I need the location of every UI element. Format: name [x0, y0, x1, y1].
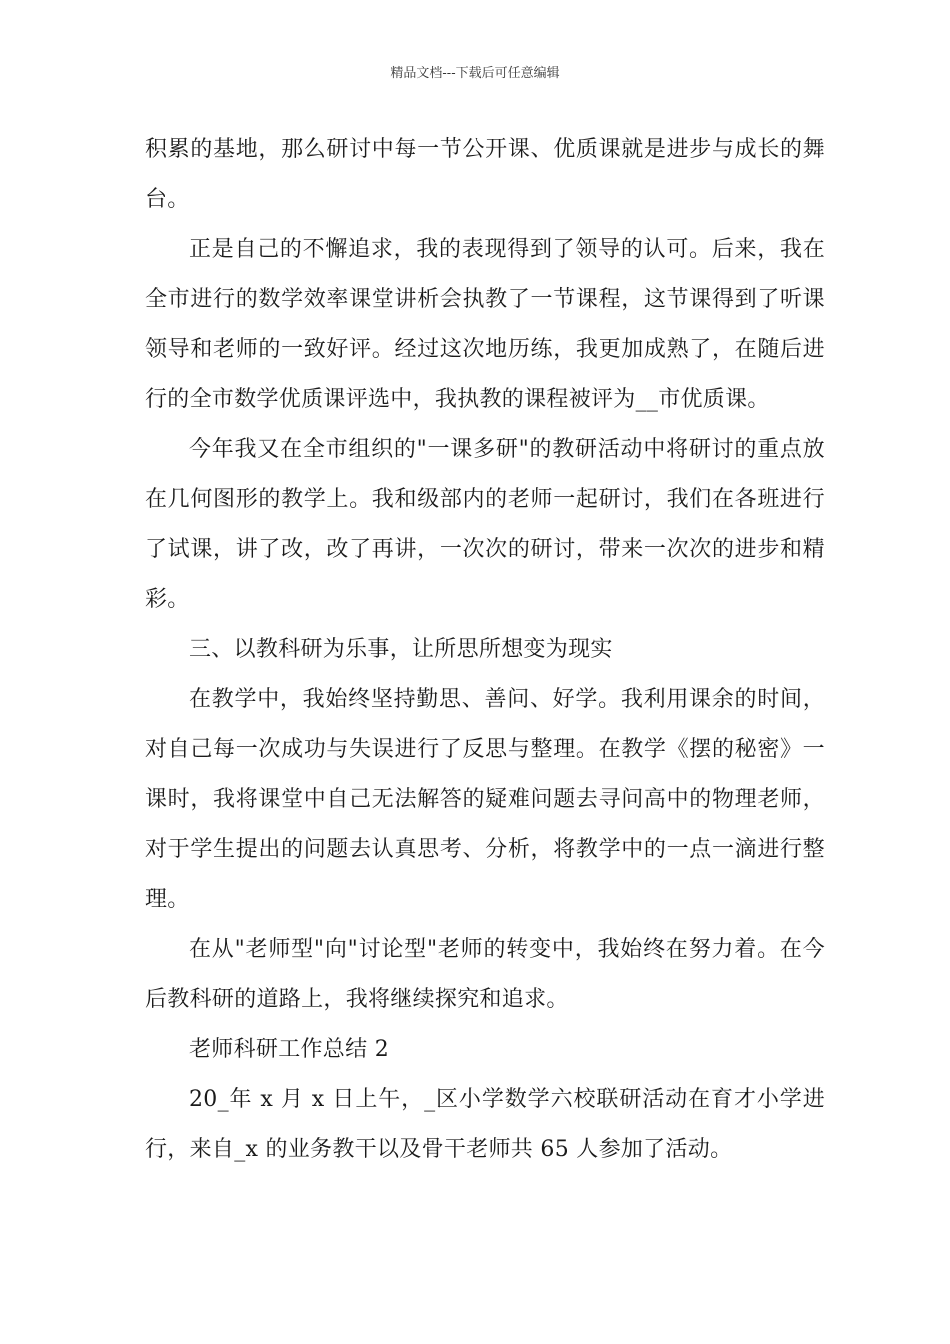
paragraph: 在教学中，我始终坚持勤思、善问、好学。我利用课余的时间，对自己每一次成功与失误进行了反思与整理。在教学《摆的秘密》一课时，我将课堂中自己无法解答的疑难问题去寻问高中的物理老师，对于学生提出的问题去认真思考、分析，将教学中的一点一滴进行整理。 [145, 687, 825, 912]
document-body [145, 125, 825, 1175]
page-header: 精品文档---下载后可任意编辑 [390, 66, 560, 81]
paragraph: 积累的基地，那么研讨中每一节公开课、优质课就是进步与成长的舞台。 [145, 137, 825, 212]
paragraph: 在从"老师型"向"讨论型"老师的转变中，我始终在努力着。在今后教科研的道路上，我将继续探究和追求。 [145, 937, 825, 1012]
section-title: 老师科研工作总结 2 [189, 1037, 389, 1062]
paragraph: 正是自己的不懈追求，我的表现得到了领导的认可。后来，我在全市进行的数学效率课堂讲析会执教了一节课程，这节课得到了听课领导和老师的一致好评。经过这次地历练，我更加成熟了，在随后进行的全市数学优质课评选中，我执教的课程被评为__市优质课。 [145, 237, 825, 412]
paragraph: 20_年 x 月 x 日上午，_区小学数学六校联研活动在育才小学进行，来自_x 的业务教干以及骨干老师共 65 人参加了活动。 [145, 1087, 825, 1162]
section-heading: 三、以教科研为乐事，让所思所想变为现实 [189, 637, 613, 662]
paragraph: 今年我又在全市组织的"一课多研"的教研活动中将研讨的重点放在几何图形的教学上。我和级部内的老师一起研讨，我们在各班进行了试课，讲了改，改了再讲，一次次的研讨，带来一次次的进步和精彩。 [145, 437, 825, 612]
